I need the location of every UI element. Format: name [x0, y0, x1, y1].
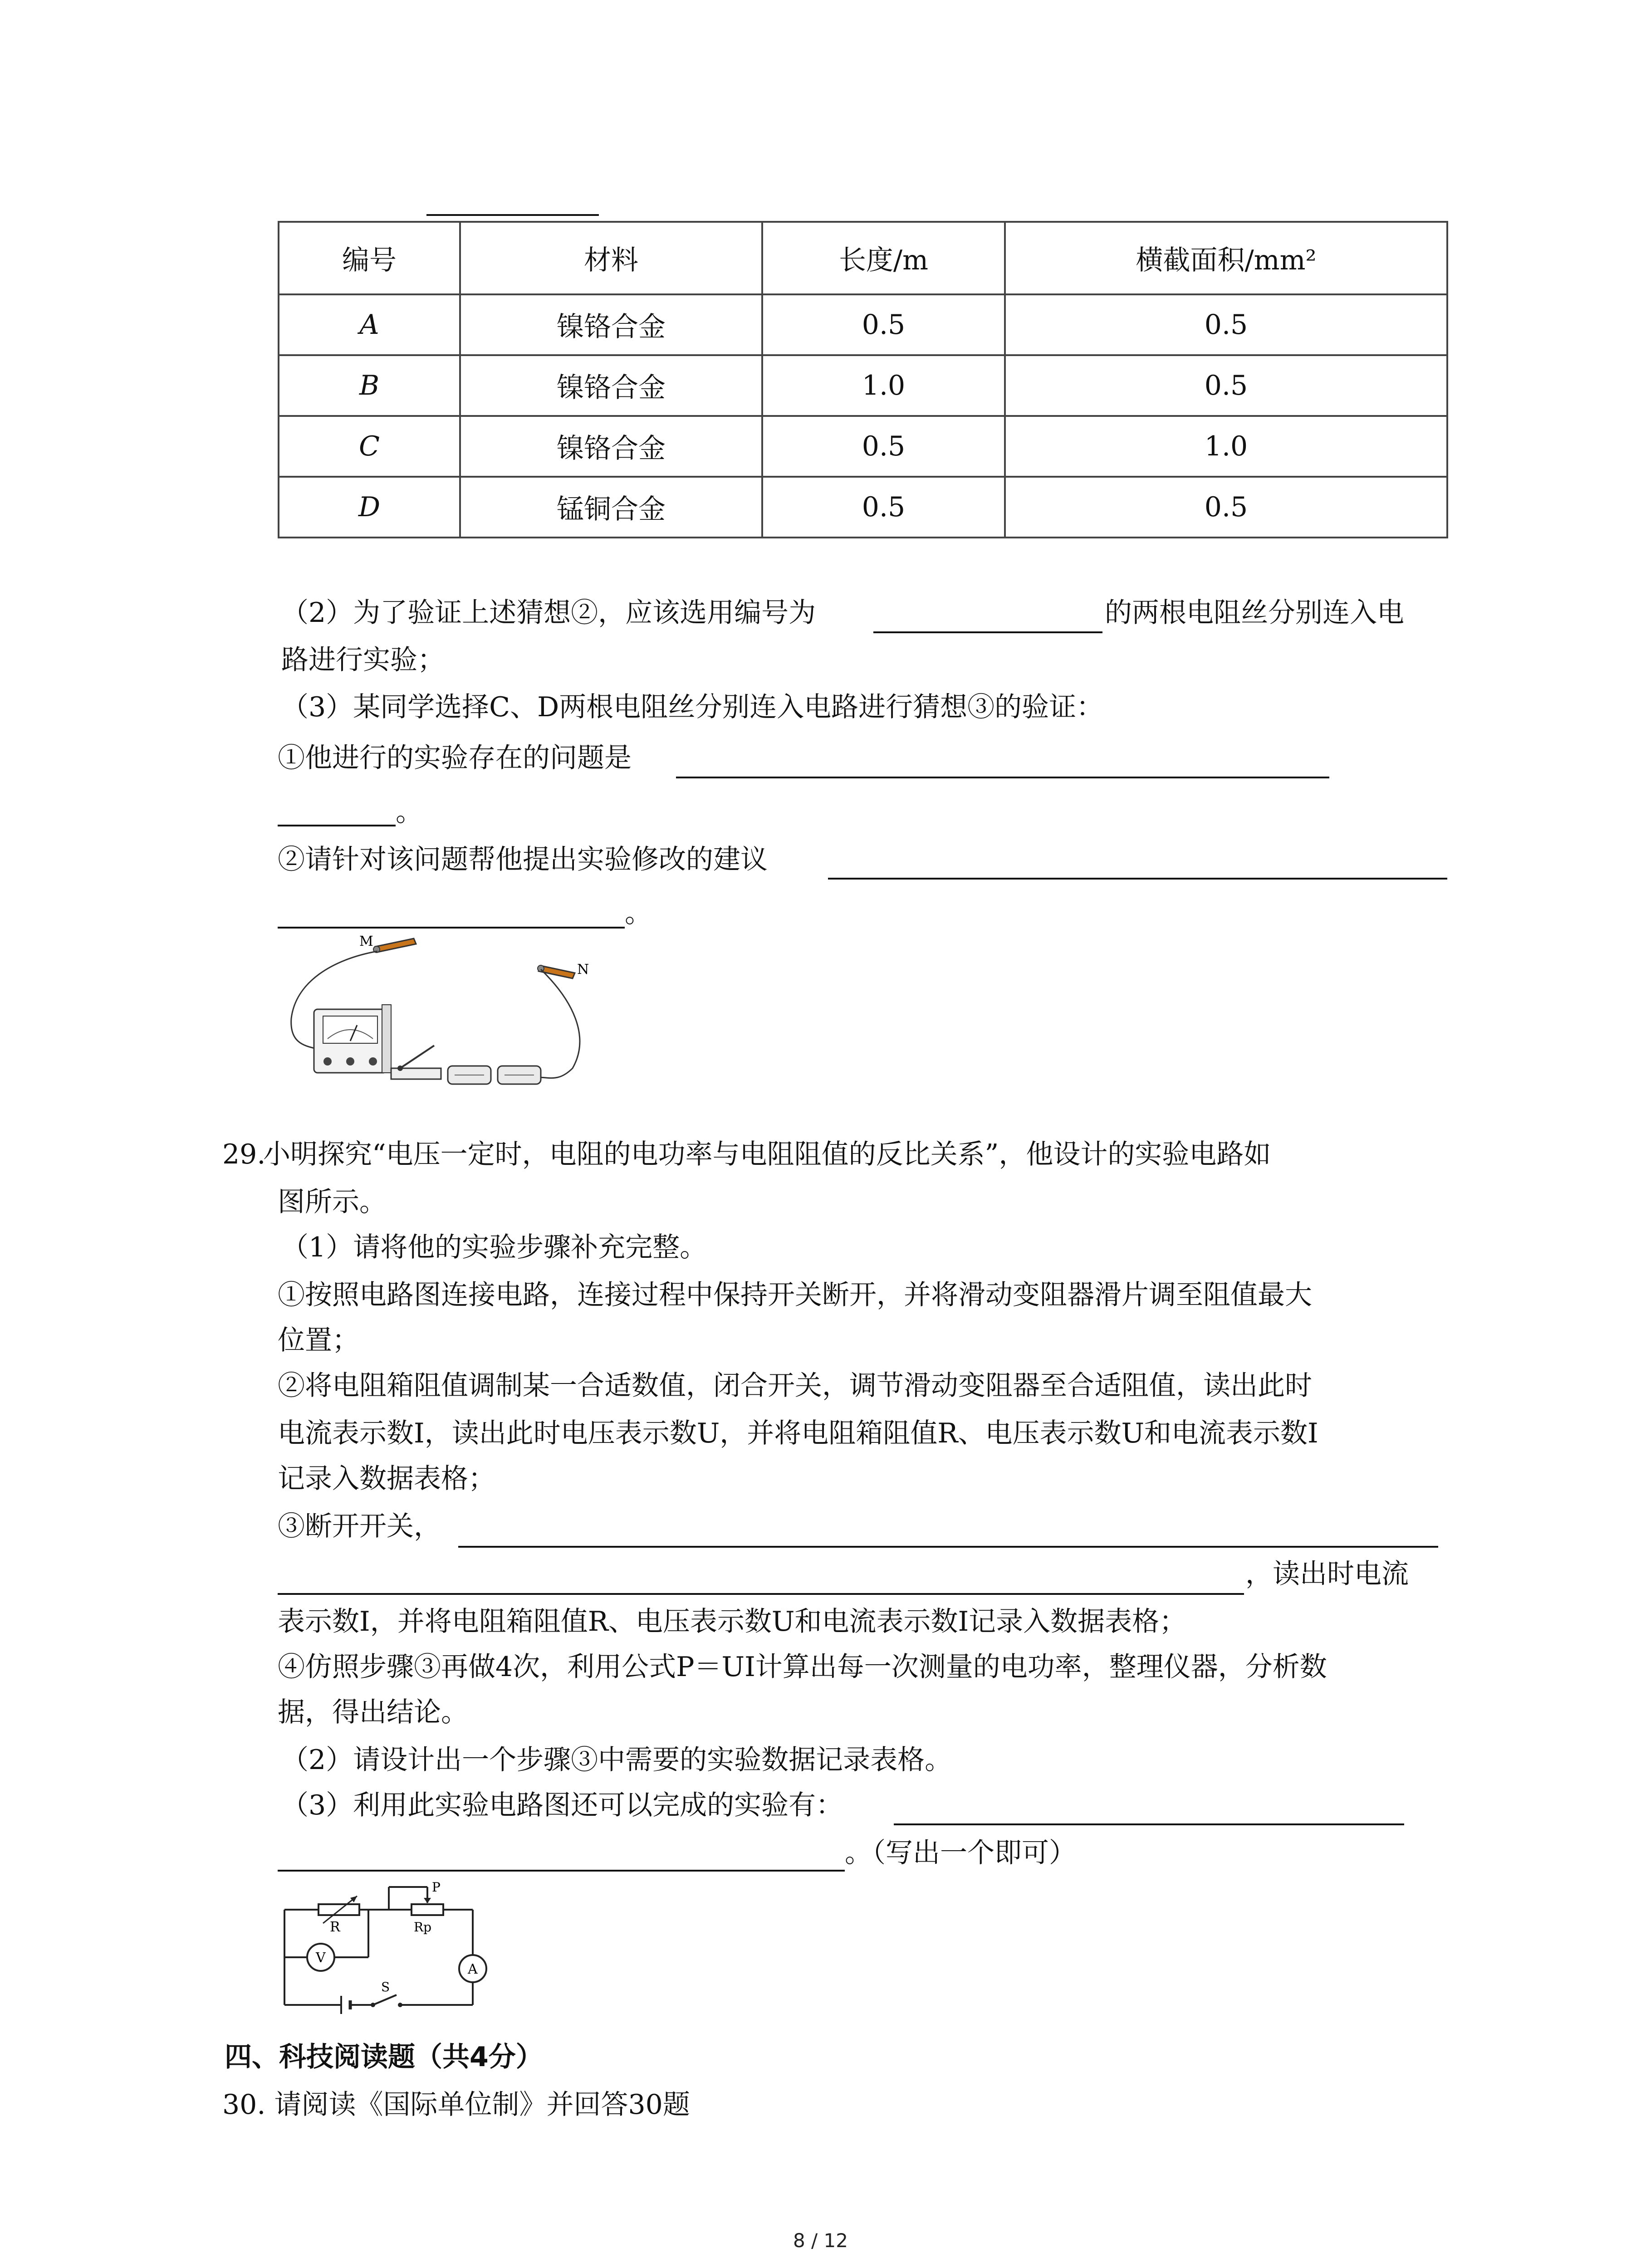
q29-line-9: ③断开开关， — [278, 1510, 441, 1542]
label-rp: Rp — [414, 1920, 432, 1935]
q29-line-7: 电流表示数I，读出此时电压表示数U，并将电阻箱阻值R、电压表示数U和电流表示数I — [278, 1418, 1318, 1449]
battery-icon — [341, 1996, 350, 2014]
table-cell: 锰铜合金 — [460, 477, 762, 538]
table-row — [279, 416, 1447, 477]
q29-step3-answer-blank[interactable] — [458, 1546, 1438, 1548]
page-number: 8 / 12 — [793, 2229, 848, 2252]
q28-part3-1-answer-blank-2[interactable] — [278, 825, 396, 826]
q28-part3-1-answer-blank[interactable] — [676, 777, 1329, 778]
resistance-wire-icon — [448, 1066, 541, 1084]
table-cell: 镍铬合金 — [460, 355, 762, 416]
label-v: V — [316, 1950, 326, 1966]
q29-line-8: 记录入数据表格； — [278, 1463, 495, 1495]
label-s: S — [381, 1980, 390, 1994]
table-cell: 0.5 — [1005, 294, 1447, 355]
table-header-cell: 编号 — [279, 222, 460, 294]
label-a: A — [468, 1961, 478, 1977]
table-cell: 1.0 — [1005, 416, 1447, 477]
q29-line-16: 。（写出一个即可） — [845, 1837, 1076, 1869]
table-cell: 镍铬合金 — [460, 294, 762, 355]
q29-number: 29. — [222, 1139, 266, 1170]
table-cell: 镍铬合金 — [460, 416, 762, 477]
q29-line-15: （3）利用此实验电路图还可以完成的实验有： — [281, 1789, 843, 1821]
table-cell: 0.5 — [1005, 477, 1447, 538]
q28-part2-text-b: 的两根电阻丝分别连入电 — [1105, 597, 1404, 629]
table-header-cell: 横截面积/mm² — [1005, 222, 1447, 294]
blank-line-top — [426, 214, 599, 216]
table-cell: 1.0 — [762, 355, 1005, 416]
q29-line-5: 位置； — [278, 1325, 359, 1356]
table-row — [279, 294, 1447, 355]
table-cell: D — [279, 477, 460, 538]
table-cell: 0.5 — [762, 416, 1005, 477]
q28-part2-answer-blank[interactable] — [873, 631, 1102, 633]
section-heading: 四、科技阅读题（共4分） — [225, 2041, 543, 2073]
q28-part3-2-answer-blank-2[interactable] — [278, 927, 625, 929]
q28-part2-text-a: （2）为了验证上述猜想②，应该选用编号为 — [281, 597, 816, 629]
table-cell: 0.5 — [762, 477, 1005, 538]
clip-m-icon — [373, 938, 416, 953]
q29-line-4: ①按照电路图连接电路，连接过程中保持开关断开，并将滑动变阻器滑片调至阻值最大 — [278, 1279, 1312, 1311]
q29-part3-answer-blank-2[interactable] — [278, 1870, 845, 1872]
rheostat-icon — [411, 1898, 443, 1915]
table-header-cell: 长度/m — [762, 222, 1005, 294]
apparatus-figure — [278, 932, 622, 1095]
q29-line-1: 小明探究“电压一定时，电阻的电功率与电阻阻值的反比关系”，他设计的实验电路如 — [263, 1139, 1271, 1170]
q29-line-10: ，读出时电流 — [1245, 1558, 1409, 1590]
switch-symbol-icon — [371, 1995, 402, 2007]
wire-parameters-table — [278, 221, 1448, 538]
q29-line-12: ④仿照步骤③再做4次，利用公式P＝UI计算出每一次测量的电功率，整理仪器，分析数 — [278, 1651, 1327, 1683]
q28-part3-2-answer-blank[interactable] — [828, 878, 1447, 880]
circuit-diagram — [278, 1878, 491, 2019]
q29-line-11: 表示数I，并将电阻箱阻值R、电压表示数U和电流表示数I记录入数据表格； — [278, 1606, 1187, 1637]
q29-part3-answer-blank[interactable] — [894, 1823, 1404, 1825]
q28-part3-2-text: ②请针对该问题帮他提出实验修改的建议 — [278, 844, 768, 875]
switch-icon — [391, 1046, 441, 1079]
table-cell: 0.5 — [1005, 355, 1447, 416]
q28-part3-text: （3）某同学选择C、D两根电阻丝分别连入电路进行猜想③的验证： — [281, 691, 1104, 723]
table-cell: C — [279, 416, 460, 477]
q28-part3-2-end: 。 — [625, 897, 652, 929]
ammeter-icon — [314, 1005, 391, 1073]
table-header-cell: 材料 — [460, 222, 762, 294]
label-m: M — [359, 934, 373, 949]
q29-line-14: （2）请设计出一个步骤③中需要的实验数据记录表格。 — [281, 1744, 952, 1776]
q28-part2-text-c: 路进行实验； — [281, 644, 445, 676]
q29-line-2: 图所示。 — [278, 1186, 387, 1218]
table-header-row — [279, 222, 1447, 294]
q29-line-6: ②将电阻箱阻值调制某一合适数值，闭合开关，调节滑动变阻器至合适阻值，读出此时 — [278, 1370, 1312, 1402]
q29-step3-answer-blank-2[interactable] — [278, 1593, 1244, 1595]
table-cell: A — [279, 294, 460, 355]
q28-part3-1-text: ①他进行的实验存在的问题是 — [278, 742, 632, 774]
label-n: N — [577, 962, 589, 978]
q30-text: 30. 请阅读《国际单位制》并回答30题 — [222, 2089, 690, 2121]
table-row — [279, 477, 1447, 538]
table-row — [279, 355, 1447, 416]
table-cell: B — [279, 355, 460, 416]
q29-line-13: 据，得出结论。 — [278, 1696, 468, 1728]
q28-part3-1-end: 。 — [396, 796, 423, 828]
label-r: R — [330, 1919, 340, 1935]
q29-line-3: （1）请将他的实验步骤补充完整。 — [281, 1232, 707, 1263]
label-p: P — [432, 1880, 441, 1895]
table-cell: 0.5 — [762, 294, 1005, 355]
